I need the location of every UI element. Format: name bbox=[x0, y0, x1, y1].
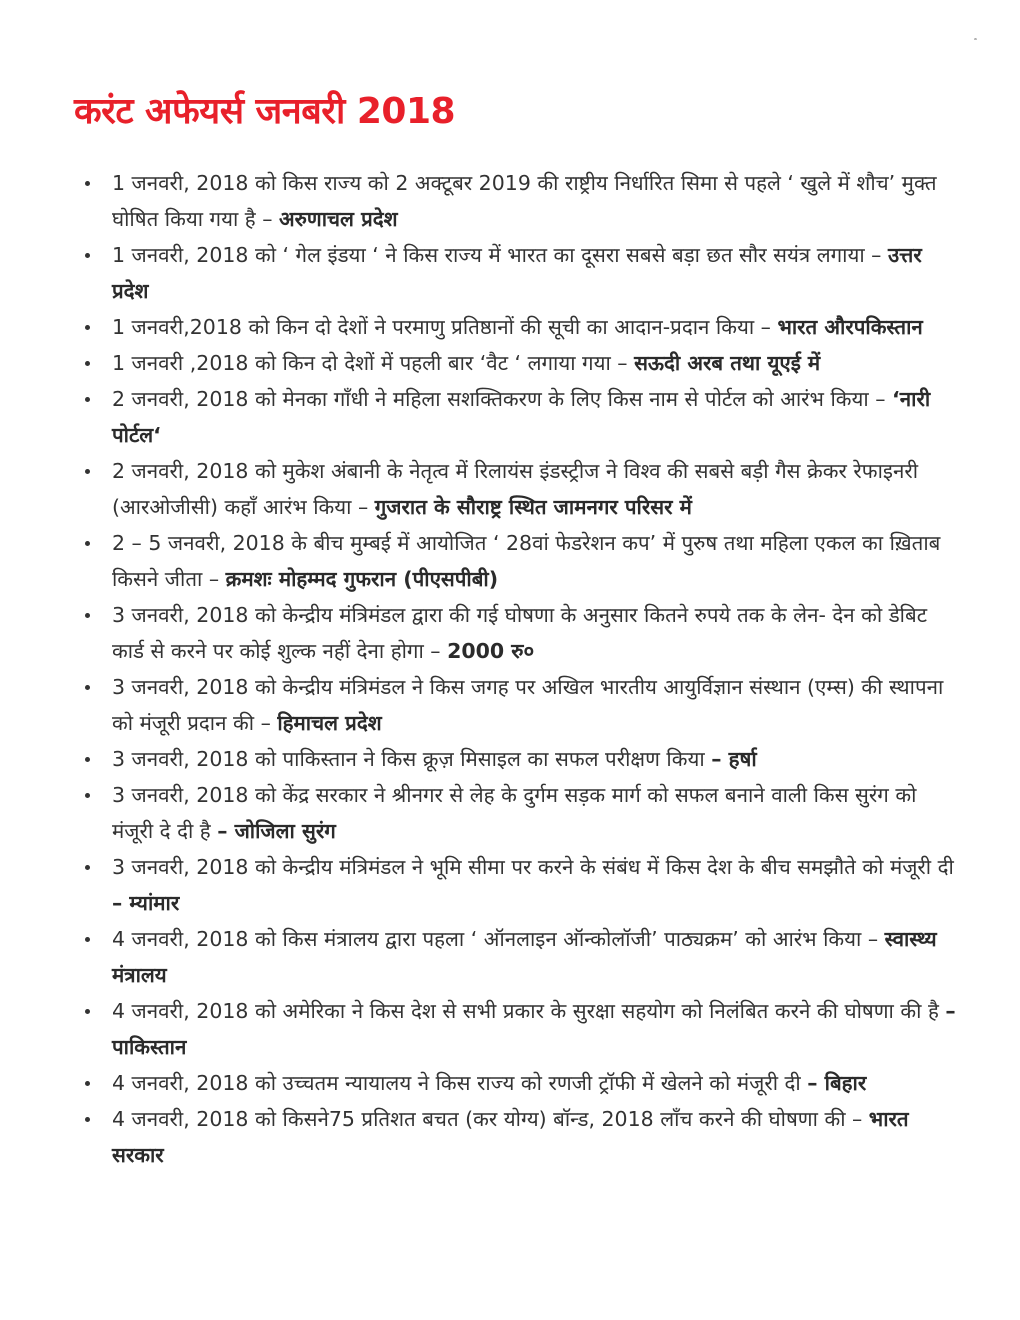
question-text: 2 जनवरी, 2018 को मुकेश अंबानी के नेतृत्व में रिलायंस इंडस्ट्रीज ने विश्व की सबसे बड़ी गैस क्रेकर रेफाइनरी (आरओजीसी) कहाँ आरंभ किया – bbox=[112, 459, 919, 519]
corner-mark: ॰ bbox=[974, 36, 977, 44]
question-text: 4 जनवरी, 2018 को किसने75 प्रतिशत बचत (कर योग्य) बॉन्ड, 2018 लाँच करने की घोषणा की – bbox=[112, 1107, 869, 1131]
answer-text: ‘नारी पोर्टल‘ bbox=[112, 387, 931, 447]
list-item bbox=[112, 669, 962, 741]
list-item bbox=[112, 849, 962, 921]
answer-text: स्वास्थ्य मंत्रालय bbox=[112, 927, 937, 987]
answer-text: – पाकिस्तान bbox=[112, 999, 956, 1059]
list-item bbox=[112, 309, 962, 345]
list-item bbox=[112, 921, 962, 993]
list-item bbox=[112, 1065, 962, 1101]
answer-text: – बिहार bbox=[807, 1071, 867, 1095]
answer-text: क्रमशः मोहम्मद गुफरान (पीएसपीबी) bbox=[225, 567, 499, 591]
question-text: 1 जनवरी,2018 को किन दो देशों ने परमाणु प्रतिष्ठानों की सूची का आदान-प्रदान किया – bbox=[112, 315, 778, 339]
question-text: 3 जनवरी, 2018 को केन्द्रीय मंत्रिमंडल द्वारा की गई घोषणा के अनुसार कितने रुपये तक के लेन- देन को डेबिट कार्ड से करने पर कोई शुल्क नहीं देना होगा – bbox=[112, 603, 928, 663]
list-item bbox=[112, 381, 962, 453]
question-text: 3 जनवरी, 2018 को केन्द्रीय मंत्रिमंडल ने किस जगह पर अखिल भारतीय आयुर्विज्ञान संस्थान (एम्स) की स्थापना को मंजूरी प्रदान की – bbox=[112, 675, 944, 735]
answer-text: हिमाचल प्रदेश bbox=[277, 711, 382, 735]
question-text: 2 – 5 जनवरी, 2018 के बीच मुम्बई में आयोजित ‘ 28वां फेडरेशन कप’ में पुरुष तथा महिला एकल का ख़िताब किसने जीता – bbox=[112, 531, 941, 591]
question-text: 2 जनवरी, 2018 को मेनका गाँधी ने महिला सशक्तिकरण के लिए किस नाम से पोर्टल को आरंभ किया – bbox=[112, 387, 892, 411]
answer-text: सऊदी अरब तथा यूएई में bbox=[634, 351, 821, 375]
page-title: करंट अफेयर्स जनबरी 2018 bbox=[74, 91, 456, 132]
question-text: 4 जनवरी, 2018 को किस मंत्रालय द्वारा पहला ‘ ऑनलाइन ऑन्कोलॉजी’ पाठ्यक्रम’ को आरंभ किया – bbox=[112, 927, 885, 951]
question-text: 3 जनवरी, 2018 को केन्द्रीय मंत्रिमंडल ने भूमि सीमा पर करने के संबंध में किस देश के बीच समझौते को मंजूरी दी bbox=[112, 855, 954, 879]
answer-text: गुजरात के सौराष्ट्र स्थित जामनगर परिसर में bbox=[374, 495, 692, 519]
question-text: 1 जनवरी ,2018 को किन दो देशों में पहली बार ‘वैट ‘ लगाया गया – bbox=[112, 351, 635, 375]
list-item bbox=[112, 165, 962, 237]
question-text: 1 जनवरी, 2018 को ‘ गेल इंडया ‘ ने किस राज्य में भारत का दूसरा सबसे बड़ा छत सौर सयंत्र लगाया – bbox=[112, 243, 888, 267]
list-item bbox=[112, 237, 962, 309]
answer-text: भारत सरकार bbox=[112, 1107, 909, 1167]
list-item bbox=[112, 777, 962, 849]
question-text: 4 जनवरी, 2018 को उच्चतम न्यायालय ने किस राज्य को रणजी ट्रॉफी में खेलने को मंजूरी दी bbox=[112, 1071, 808, 1095]
list-item bbox=[112, 1101, 962, 1173]
list-item bbox=[112, 597, 962, 669]
list-item bbox=[112, 993, 962, 1065]
question-text: 4 जनवरी, 2018 को अमेरिका ने किस देश से सभी प्रकार के सुरक्षा सहयोग को निलंबित करने की घोषणा की है bbox=[112, 999, 946, 1023]
list-item bbox=[112, 345, 962, 381]
answer-text: – हर्षा bbox=[711, 747, 757, 771]
question-text: 3 जनवरी, 2018 को केंद्र सरकार ने श्रीनगर से लेह के दुर्गम सड़क मार्ग को सफल बनाने वाली किस सुरंग को मंजूरी दे दी है bbox=[112, 783, 917, 843]
current-affairs-list bbox=[112, 165, 962, 1173]
answer-text: भारत औरपकिस्तान bbox=[777, 315, 923, 339]
answer-text: अरुणाचल प्रदेश bbox=[278, 207, 398, 231]
list-item bbox=[112, 741, 962, 777]
question-text: 3 जनवरी, 2018 को पाकिस्तान ने किस क्रूज़ मिसाइल का सफल परीक्षण किया bbox=[112, 747, 712, 771]
answer-text: – जोजिला सुरंग bbox=[217, 819, 336, 843]
answer-text: उत्तर प्रदेश bbox=[112, 243, 922, 303]
list-item bbox=[112, 525, 962, 597]
question-text: 1 जनवरी, 2018 को किस राज्य को 2 अक्टूबर 2019 की राष्ट्रीय निर्धारित सिमा से पहले ‘ खुले में शौच’ मुक्त घोषित किया गया है – bbox=[112, 171, 937, 231]
answer-text: – म्यांमार bbox=[112, 891, 180, 915]
list-item bbox=[112, 453, 962, 525]
answer-text: 2000 रु० bbox=[447, 639, 535, 663]
